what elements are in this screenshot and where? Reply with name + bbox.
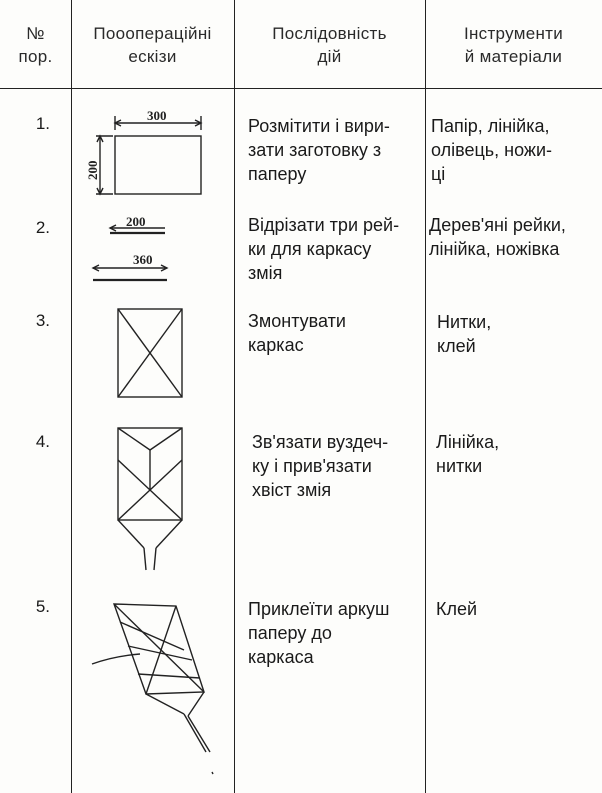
tail-line (146, 694, 184, 714)
dot-mark (212, 772, 213, 774)
tail-line (188, 692, 204, 716)
header-tools: Інструменти й матеріали (463, 24, 564, 66)
tools-text: Нитки, клей (437, 312, 492, 356)
row-number: 1. (35, 114, 50, 133)
row-number: 4. (35, 432, 50, 451)
header-number: № пор. (18, 24, 53, 66)
sketch-frame (110, 304, 190, 404)
action-text: Зв'язати вуздеч- ку і прив'язати хвіст змія (252, 432, 389, 500)
paper-blank-rect (115, 136, 201, 194)
tools-text: Папір, лінійка, олівець, ножи- ці (431, 116, 553, 184)
dim-label-width: 300 (147, 108, 167, 123)
dim-label-height: 200 (85, 160, 100, 180)
tail-line (154, 548, 156, 570)
kite-strut (138, 674, 200, 678)
action-text: Відрізати три рей- ки для каркасу змія (248, 215, 400, 283)
tools-text: Лінійка, нитки (436, 432, 500, 476)
action-text: Розмітити і вири- зати заготовку з паперу (248, 116, 390, 184)
kite-diagonal (114, 604, 204, 692)
column-divider-2 (234, 0, 235, 793)
header-actions: Послідовність дій (272, 24, 387, 66)
tail-line (184, 714, 206, 752)
sketch-rectangle-blank (85, 108, 215, 204)
bridle-line (118, 428, 150, 450)
tail-line (156, 520, 182, 548)
tools-text: Дерев'яні рейки, лінійка, ножівка (429, 215, 566, 259)
tail-line (144, 548, 146, 570)
sketch-slats (85, 208, 215, 288)
tools-text: Клей (436, 599, 478, 619)
kite-diagonal (146, 606, 176, 694)
sketch-kite (84, 596, 234, 786)
column-divider-1 (71, 0, 72, 793)
column-divider-3 (425, 0, 426, 793)
tail-line (118, 520, 144, 548)
header-divider (0, 88, 602, 89)
dim-label-short: 200 (126, 214, 146, 229)
bridle-line (150, 428, 182, 450)
sketch-bridle (110, 420, 190, 580)
row-number: 2. (35, 218, 50, 237)
action-text: Приклеїти аркуш паперу до каркаса (248, 599, 390, 667)
tail-line (188, 716, 210, 752)
action-text: Змонтувати каркас (248, 311, 346, 355)
row-number: 3. (35, 311, 50, 330)
dim-label-long: 360 (133, 252, 153, 267)
header-sketches: Пооопераційні ескізи (93, 24, 212, 66)
row-number: 5. (35, 597, 50, 616)
